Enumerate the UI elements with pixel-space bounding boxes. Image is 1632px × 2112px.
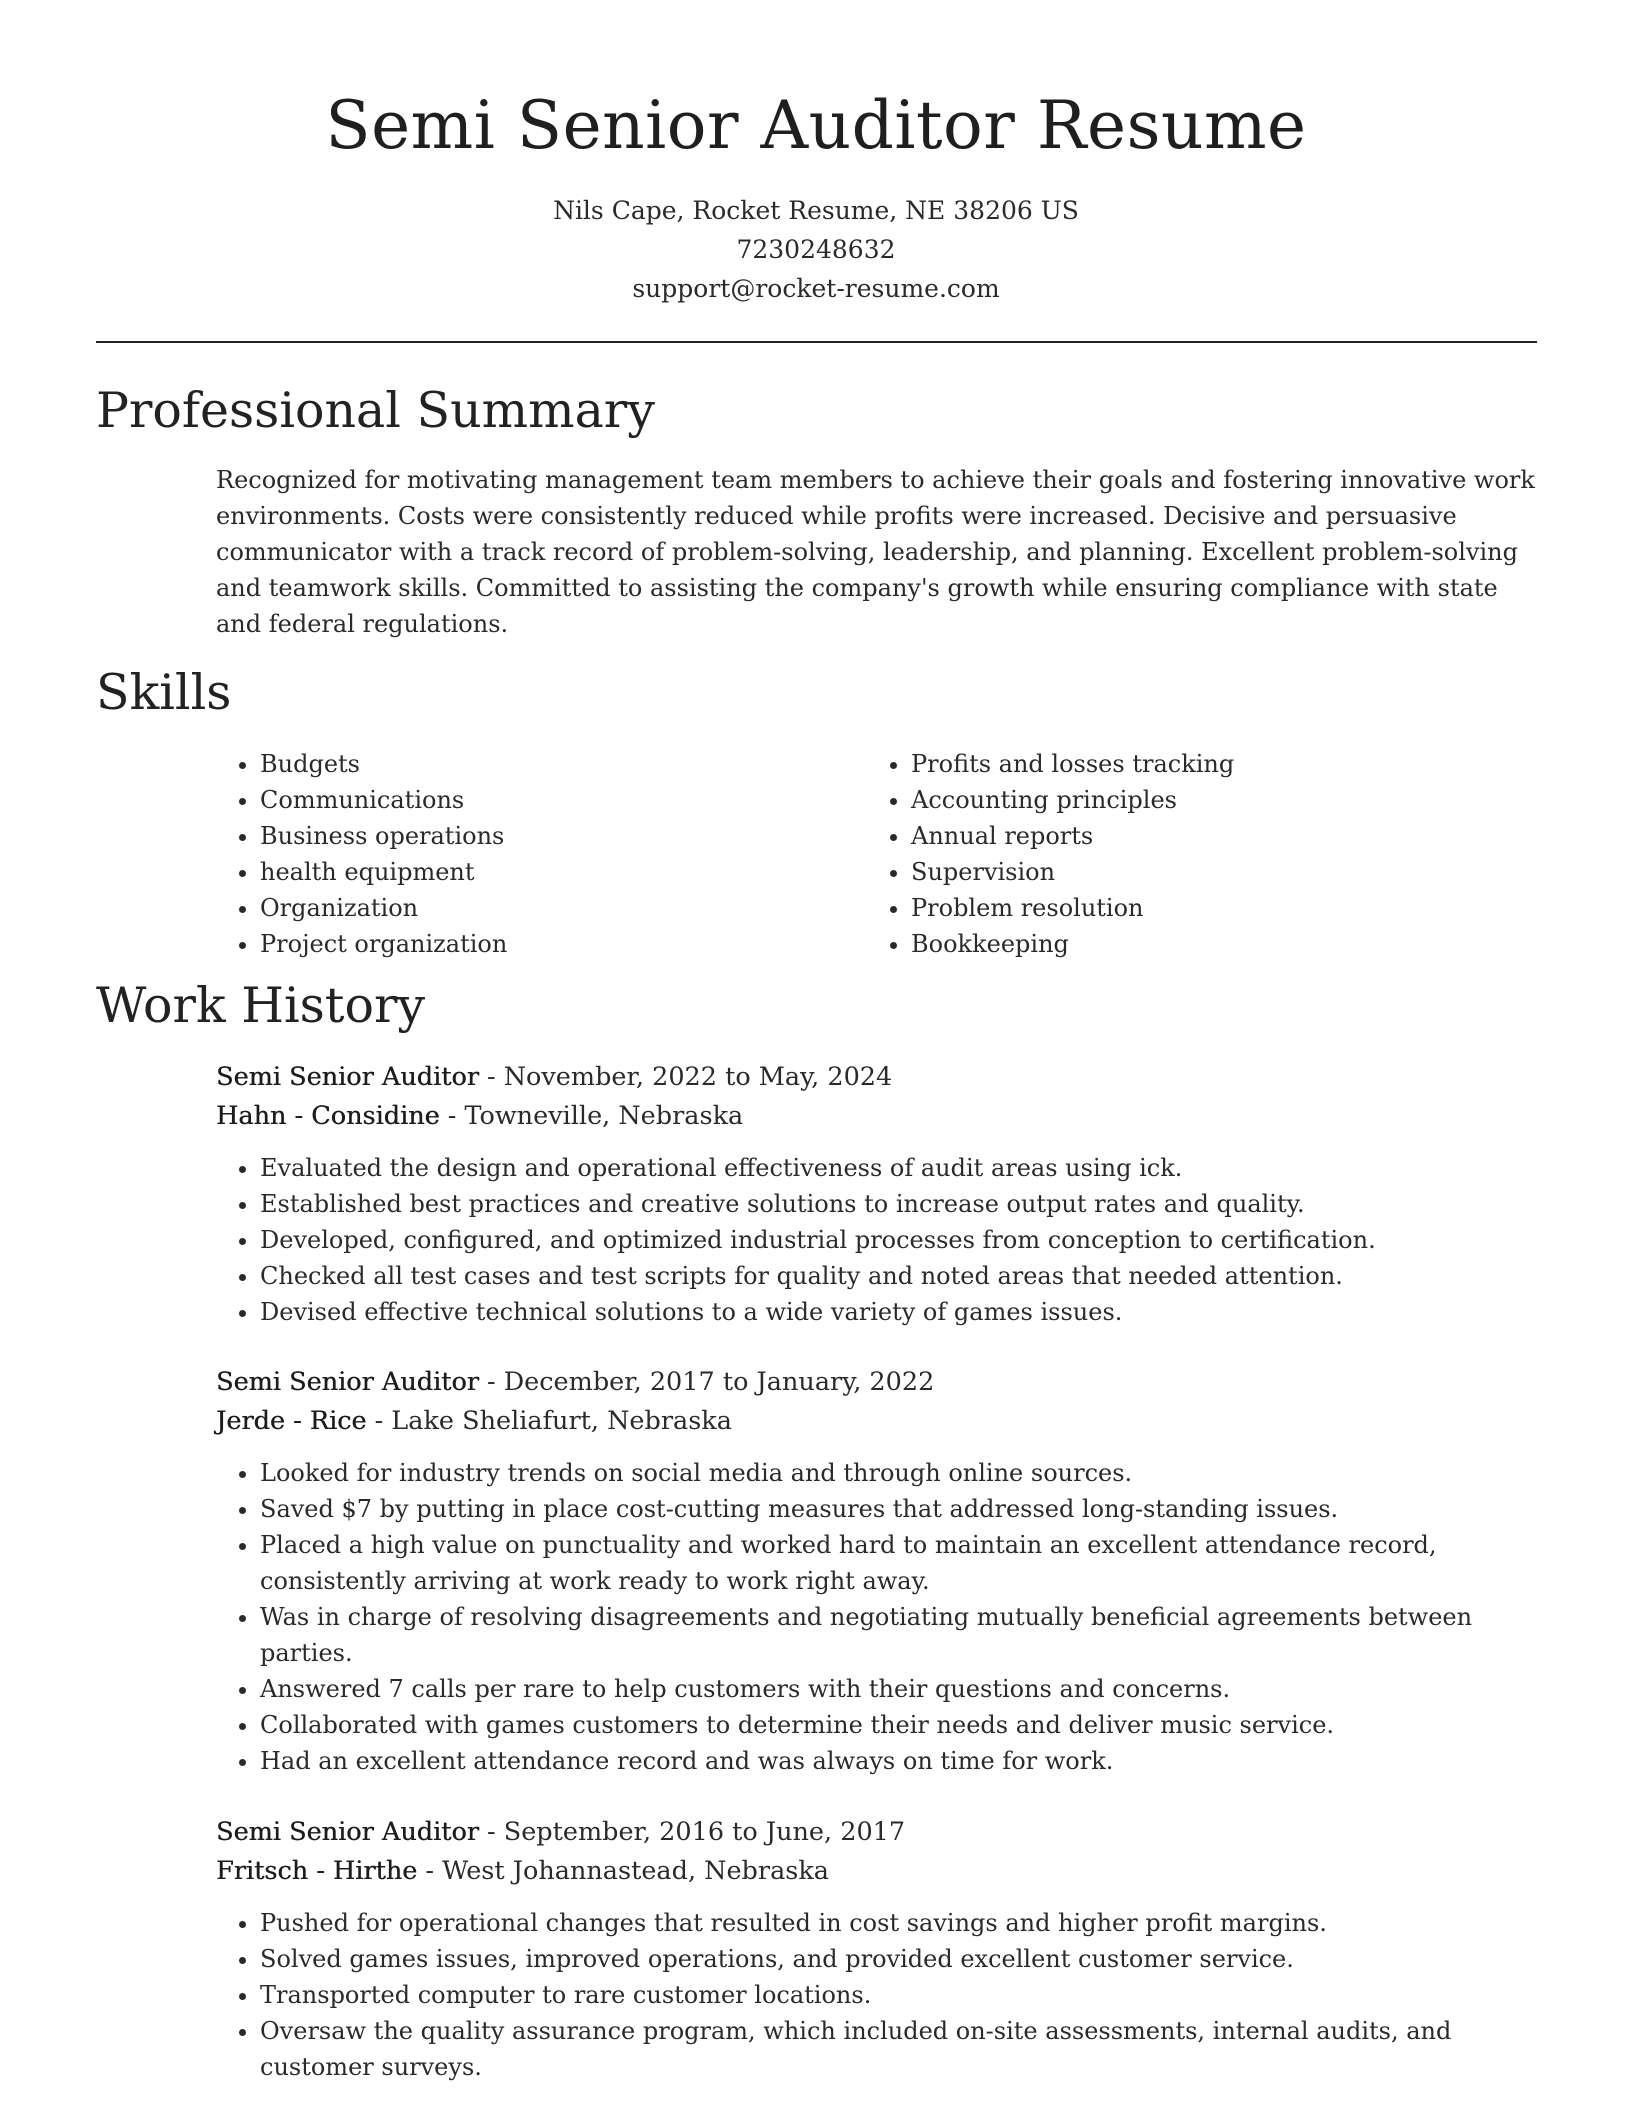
job-bullet: • Devised effective technical solutions to a wide variety of games issues. [260, 1294, 1546, 1330]
section-title-skills: Skills [96, 664, 232, 721]
job-dates: - December, 2017 to January, 2022 [478, 1367, 935, 1397]
skill-item: • Annual reports [911, 818, 1518, 854]
skill-item: • Budgets [260, 746, 867, 782]
skills-list [216, 746, 1526, 962]
job-dates: - November, 2022 to May, 2024 [478, 1062, 893, 1092]
skills-column-right [867, 746, 1518, 962]
job-bullet: • Had an excellent attendance record and was always on time for work. [260, 1743, 1546, 1779]
skill-item: • health equipment [260, 854, 867, 890]
job-bullet: • Oversaw the quality assurance program, which included on-site assessments, internal audits, and customer surveys. [260, 2013, 1546, 2085]
job-bullet: • Transported computer to rare customer locations. [260, 1977, 1546, 2013]
contact-block [0, 191, 1632, 308]
job-bullet: • Was in charge of resolving disagreements and negotiating mutually beneficial agreements between parties. [260, 1599, 1546, 1671]
job-employer: Fritsch - Hirthe [216, 1856, 418, 1886]
job-employer: Hahn - Considine [216, 1101, 440, 1131]
contact-email: support@rocket-resume.com [632, 274, 1000, 303]
job-employer-line [216, 1097, 1546, 1136]
skill-item: • Problem resolution [911, 890, 1518, 926]
job-bullet: • Developed, configured, and optimized industrial processes from conception to certification. [260, 1222, 1546, 1258]
job-bullet: • Pushed for operational changes that resulted in cost savings and higher profit margins. [260, 1905, 1546, 1941]
job-bullets [216, 1455, 1546, 1779]
skill-item: • Supervision [911, 854, 1518, 890]
skill-item: • Communications [260, 782, 867, 818]
job-bullets [216, 1905, 1546, 2085]
job-location: - Lake Sheliafurt, Nebraska [366, 1406, 732, 1436]
job-employer-line [216, 1402, 1546, 1441]
job-bullet: • Solved games issues, improved operations, and provided excellent customer service. [260, 1941, 1546, 1977]
job-location: - Towneville, Nebraska [439, 1101, 744, 1131]
job-entry [216, 1363, 1546, 1779]
job-bullet: • Established best practices and creative solutions to increase output rates and quality. [260, 1186, 1546, 1222]
job-dates: - September, 2016 to June, 2017 [478, 1817, 906, 1847]
job-title-line [216, 1813, 1546, 1852]
job-bullet: • Checked all test cases and test scripts for quality and noted areas that needed attention. [260, 1258, 1546, 1294]
job-entry [216, 1058, 1546, 1330]
job-entry [216, 1813, 1546, 2085]
skill-item: • Organization [260, 890, 867, 926]
header-divider [96, 341, 1537, 343]
job-role: Semi Senior Auditor [216, 1062, 479, 1092]
job-bullet: • Placed a high value on punctuality and worked hard to maintain an excellent attendance record, consistently arriving at work ready to work right away. [260, 1527, 1546, 1599]
skill-item: • Accounting principles [911, 782, 1518, 818]
job-role: Semi Senior Auditor [216, 1817, 479, 1847]
job-bullet: • Answered 7 calls per rare to help customers with their questions and concerns. [260, 1671, 1546, 1707]
job-title-line [216, 1363, 1546, 1402]
job-location: - West Johannastead, Nebraska [417, 1856, 830, 1886]
contact-phone: 7230248632 [736, 235, 896, 264]
skill-item: • Profits and losses tracking [911, 746, 1518, 782]
job-bullet: • Saved $7 by putting in place cost-cutting measures that addressed long-standing issues. [260, 1491, 1546, 1527]
job-role: Semi Senior Auditor [216, 1367, 479, 1397]
contact-address: Nils Cape, Rocket Resume, NE 38206 US [553, 196, 1079, 225]
skill-item: • Business operations [260, 818, 867, 854]
skill-item: • Bookkeeping [911, 926, 1518, 962]
job-bullet: • Collaborated with games customers to determine their needs and deliver music service. [260, 1707, 1546, 1743]
skill-item: • Project organization [260, 926, 867, 962]
job-employer-line [216, 1852, 1546, 1891]
skills-column-left [216, 746, 867, 962]
job-bullet: • Evaluated the design and operational effectiveness of audit areas using ick. [260, 1150, 1546, 1186]
job-bullets [216, 1150, 1546, 1330]
job-employer: Jerde - Rice [216, 1406, 367, 1436]
job-title-line [216, 1058, 1546, 1097]
resume-title: Semi Senior Auditor Resume [325, 87, 1307, 164]
job-bullet: • Looked for industry trends on social media and through online sources. [260, 1455, 1546, 1491]
section-title-work-history: Work History [96, 977, 426, 1034]
summary-text: Recognized for motivating management team members to achieve their goals and fostering innovative work environments. Costs were consistently reduced while profits were increased. Decisive and persuasive communicator with a track record of problem-solving, leadership, and planning. Excellent problem-solving and teamwork skills. Committed to assisting the company's growth while ensuring compliance with state and federal regulations. [216, 466, 1535, 638]
section-title-summary: Professional Summary [96, 382, 655, 439]
